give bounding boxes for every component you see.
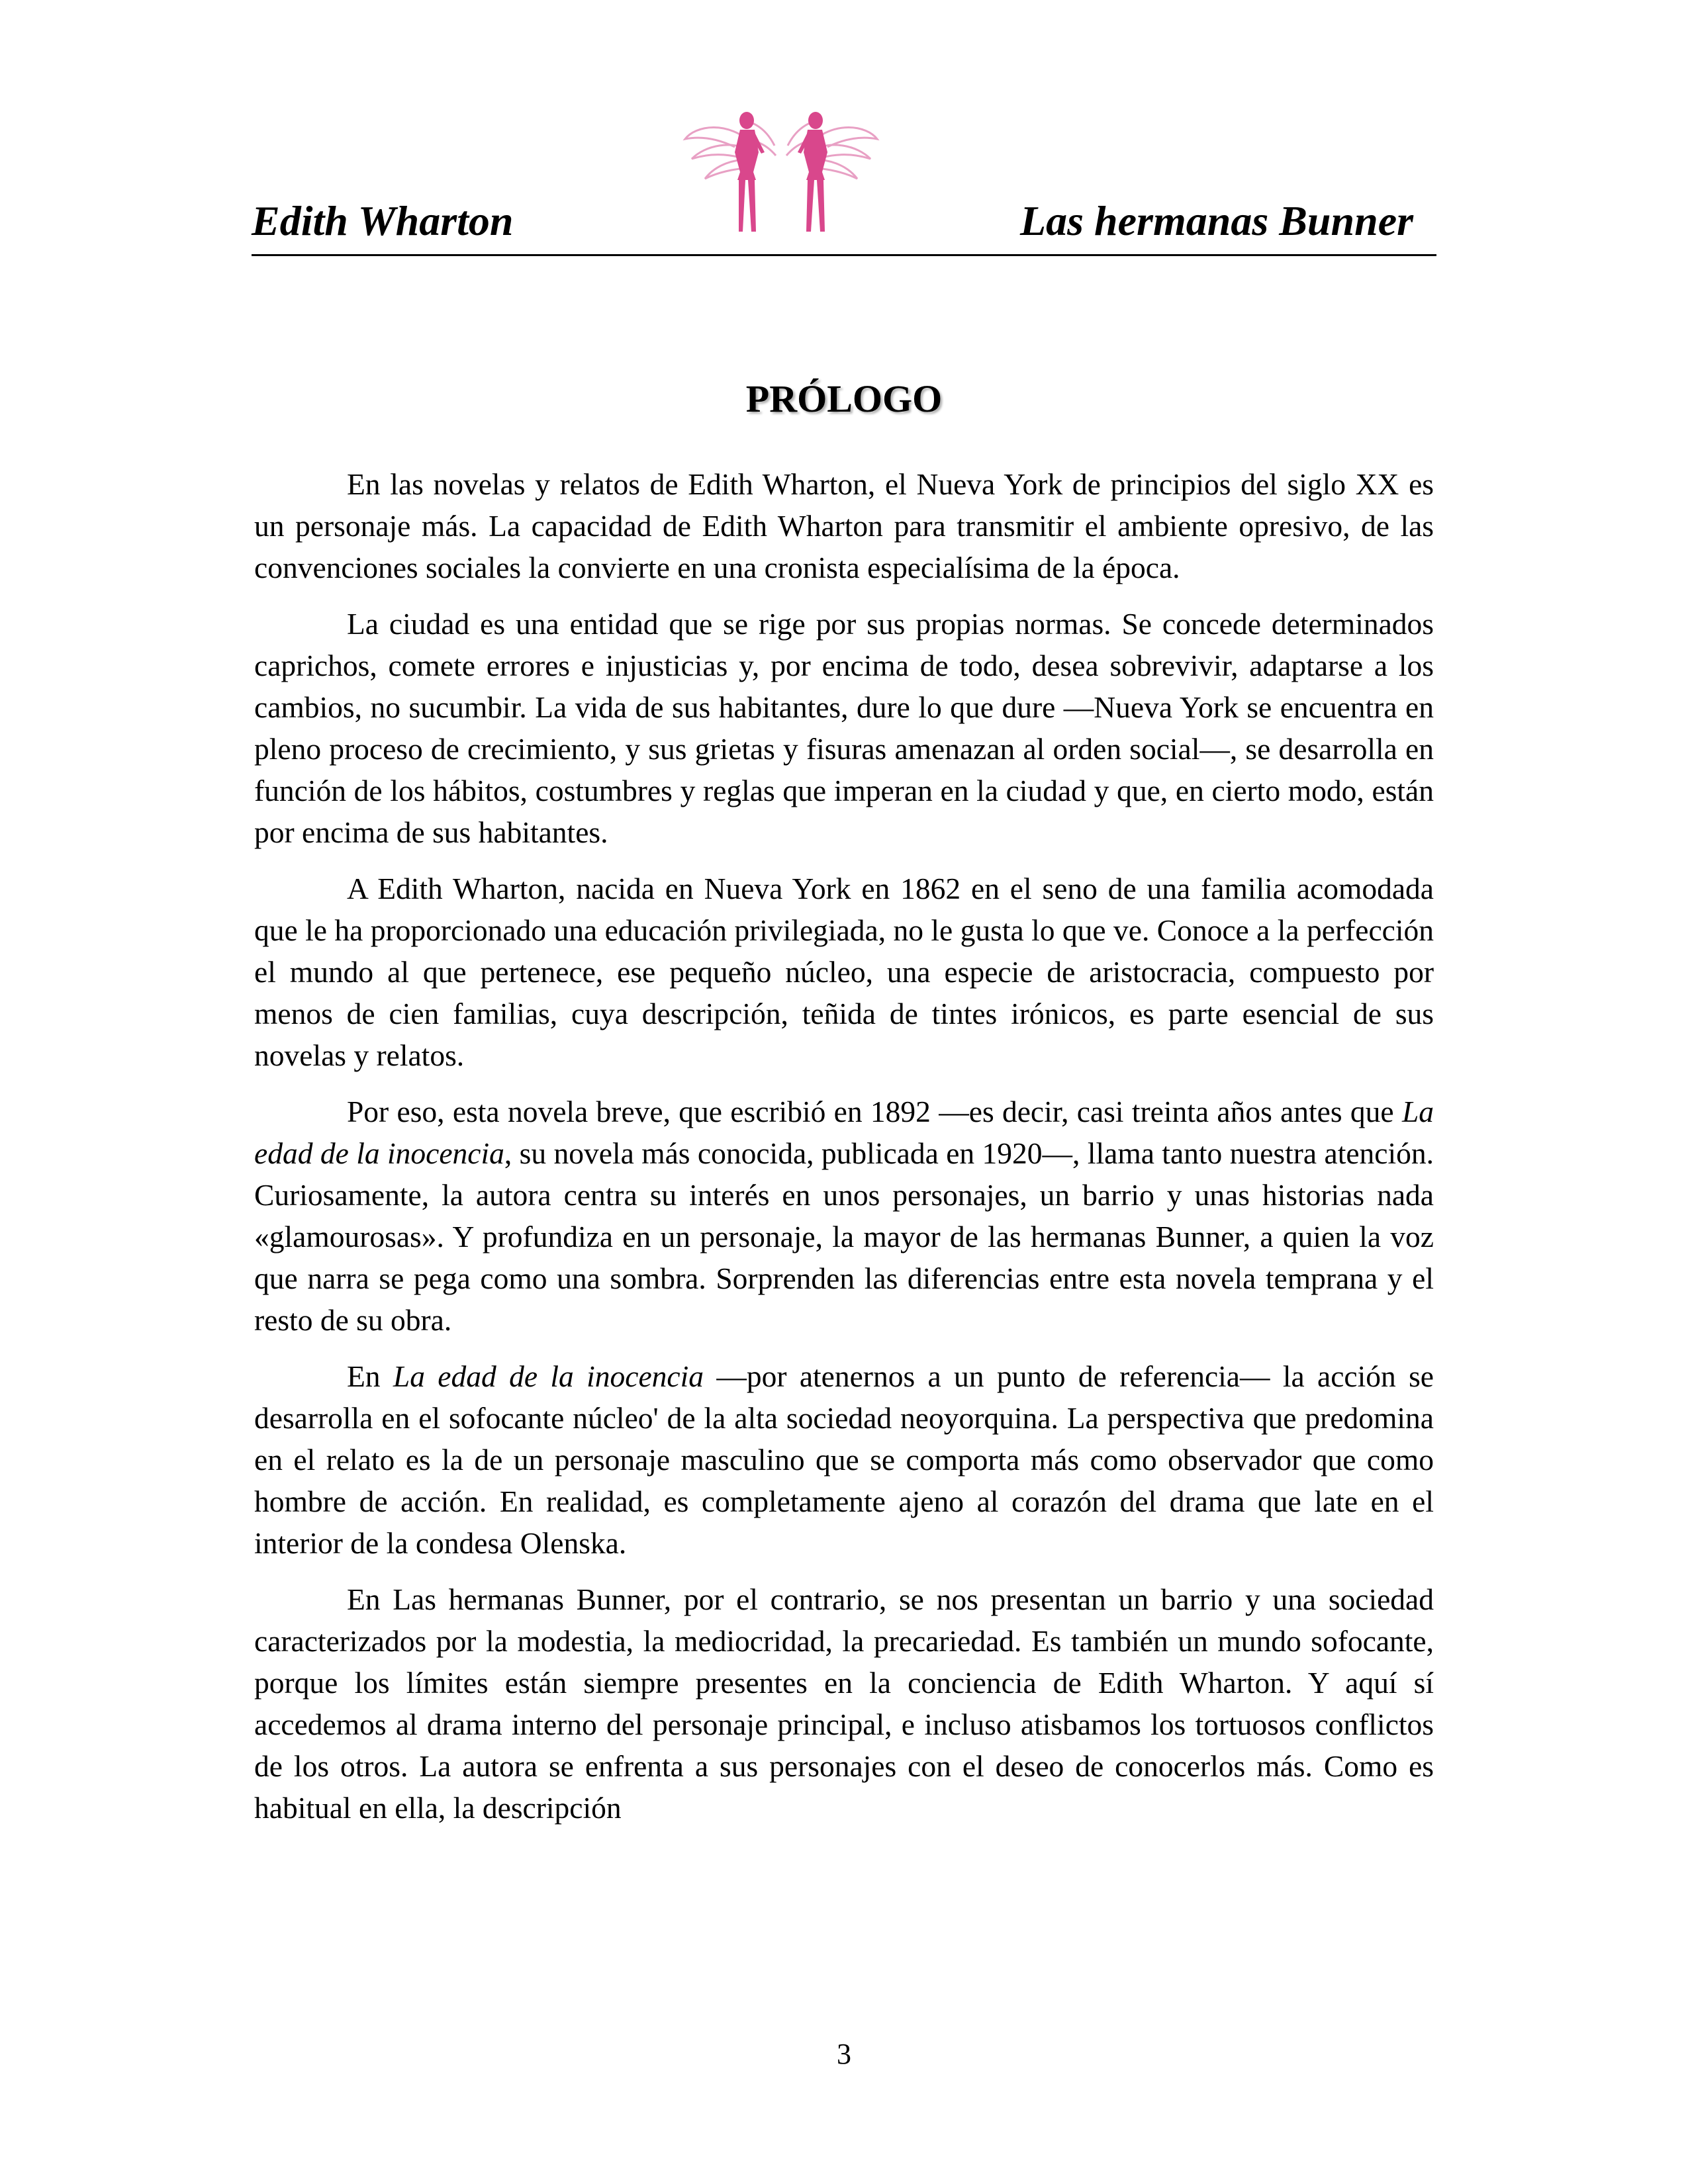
paragraph-text: —por atenernos a un punto de referencia— la acción se desarrolla en el sofocante núcleo' de la alta sociedad neoyorquina. La perspectiva que predomina en el relato es la de un personaje masculino que se comporta más como observador que como hombre de acción. En realidad, es completamente ajeno al corazón del drama que late en el interior de la condesa Olenska. [254, 1359, 1434, 1560]
paragraph [254, 1578, 1434, 1829]
paragraph-text: Por eso, esta novela breve, que escribió en 1892 —es decir, casi treinta años antes que [347, 1095, 1402, 1128]
header-book-title: Las hermanas Bunner [1020, 197, 1413, 244]
right-figure-icon [798, 112, 827, 232]
left-figure-icon [735, 112, 765, 232]
paragraph [254, 603, 1434, 853]
body-text [254, 463, 1434, 1829]
paragraph [254, 1355, 1434, 1564]
header-author: Edith Wharton [252, 197, 514, 244]
paragraph-text: A Edith Wharton, nacida en Nueva York en 1862 en el seno de una familia acomodada que le ha proporcionado una educación privilegiada, no le gusta lo que ve. Conoce a la perfección el mundo al que pertenece, ese pequeño núcleo, una especie de aristocracia, compuesto por menos de cien familias, cuya descripción, teñida de tintes irónicos, es parte esencial de sus novelas y relatos. [254, 872, 1434, 1072]
paragraph-text: , su novela más conocida, publicada en 1920—, llama tanto nuestra atención. Curiosamente, la autora centra su interés en unos personajes, un barrio y unas historias nada «glamourosas». Y profundiza en un personaje, la mayor de las hermanas Bunner, a quien la voz que narra se pega como una sombra. Sorprenden las diferencias entre esta novela temprana y el resto de su obra. [254, 1136, 1434, 1337]
header-rule [252, 254, 1436, 256]
paragraph-text: La ciudad es una entidad que se rige por sus propias normas. Se concede determinados caprichos, comete errores e injusticias y, por encima de todo, desea sobrevivir, adaptarse a los cambios, no sucumbir. La vida de sus habitantes, dure lo que dure —Nueva York se encuentra en pleno proceso de crecimiento, y sus grietas y fisuras amenazan al orden social—, se desarrolla en función de los hábitos, costumbres y reglas que imperan en la ciudad y que, en cierto modo, están por encima de sus habitantes. [254, 607, 1434, 849]
italic-title-text: La edad de la inocencia [393, 1359, 704, 1393]
italic-title-text: La edad de la inocencia [254, 1095, 1434, 1170]
paragraph [254, 868, 1434, 1076]
winged-women-logo-icon [682, 106, 880, 238]
page-header [252, 99, 1423, 258]
paragraph-text: En Las hermanas Bunner, por el contrario, se nos presentan un barrio y una sociedad caracterizados por la modestia, la mediocridad, la precariedad. Es también un mundo sofocante, porque los límites están siempre presentes en la conciencia de Edith Wharton. Y aquí sí accedemos al drama interno del personaje principal, e incluso atisbamos los tortuosos conflictos de los otros. La autora se enfrenta a sus personajes con el deseo de conocerlos más. Como es habitual en ella, la descripción [254, 1582, 1434, 1825]
page-title: PRÓLOGO [745, 377, 943, 420]
paragraph-text: En las novelas y relatos de Edith Wharton, el Nueva York de principios del siglo XX es un personaje más. La capacidad de Edith Wharton para transmitir el ambiente opresivo, de las convenciones sociales la convierte en una cronista especialísima de la época. [254, 467, 1434, 584]
paragraph [254, 1091, 1434, 1341]
page-number: 3 [837, 2038, 851, 2070]
paragraph-text: En [347, 1359, 393, 1393]
paragraph [254, 463, 1434, 588]
